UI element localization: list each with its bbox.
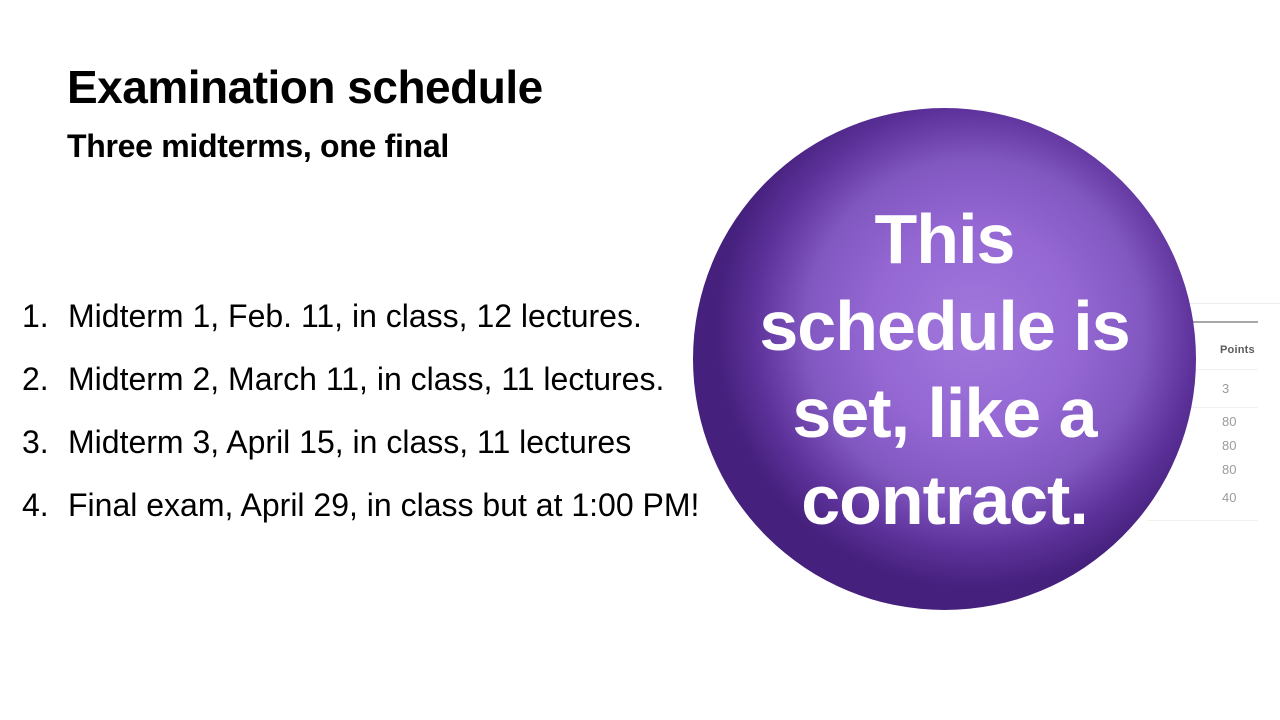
list-item-text: Final exam, April 29, in class but at 1:00 PM! <box>68 487 700 523</box>
list-item-number: 3. <box>22 424 49 460</box>
list-item-number: 2. <box>22 361 49 397</box>
list-item-number: 4. <box>22 487 49 523</box>
list-item-number: 1. <box>22 298 49 334</box>
table-rule <box>1148 520 1258 521</box>
list-item-text: Midterm 3, April 15, in class, 11 lectures <box>68 424 632 460</box>
badge-line: set, like a <box>792 374 1097 452</box>
points-value: 3 <box>1222 381 1230 396</box>
points-column-header: Points <box>1220 344 1255 356</box>
points-value: 40 <box>1222 490 1237 505</box>
list-item-text: Midterm 2, March 11, in class, 11 lectures. <box>68 361 665 397</box>
contract-badge-circle <box>693 108 1196 610</box>
badge-line: schedule is <box>759 287 1130 365</box>
badge-line: This <box>874 200 1015 278</box>
contract-badge-text <box>759 196 1129 544</box>
page-subtitle: Three midterms, one final <box>67 128 449 164</box>
points-value: 80 <box>1222 462 1237 477</box>
points-value: 80 <box>1222 438 1237 453</box>
page-title: Examination schedule <box>67 61 543 113</box>
list-item-text: Midterm 1, Feb. 11, in class, 12 lectures. <box>68 298 642 334</box>
badge-line: contract. <box>801 461 1088 539</box>
points-value: 80 <box>1222 414 1237 429</box>
